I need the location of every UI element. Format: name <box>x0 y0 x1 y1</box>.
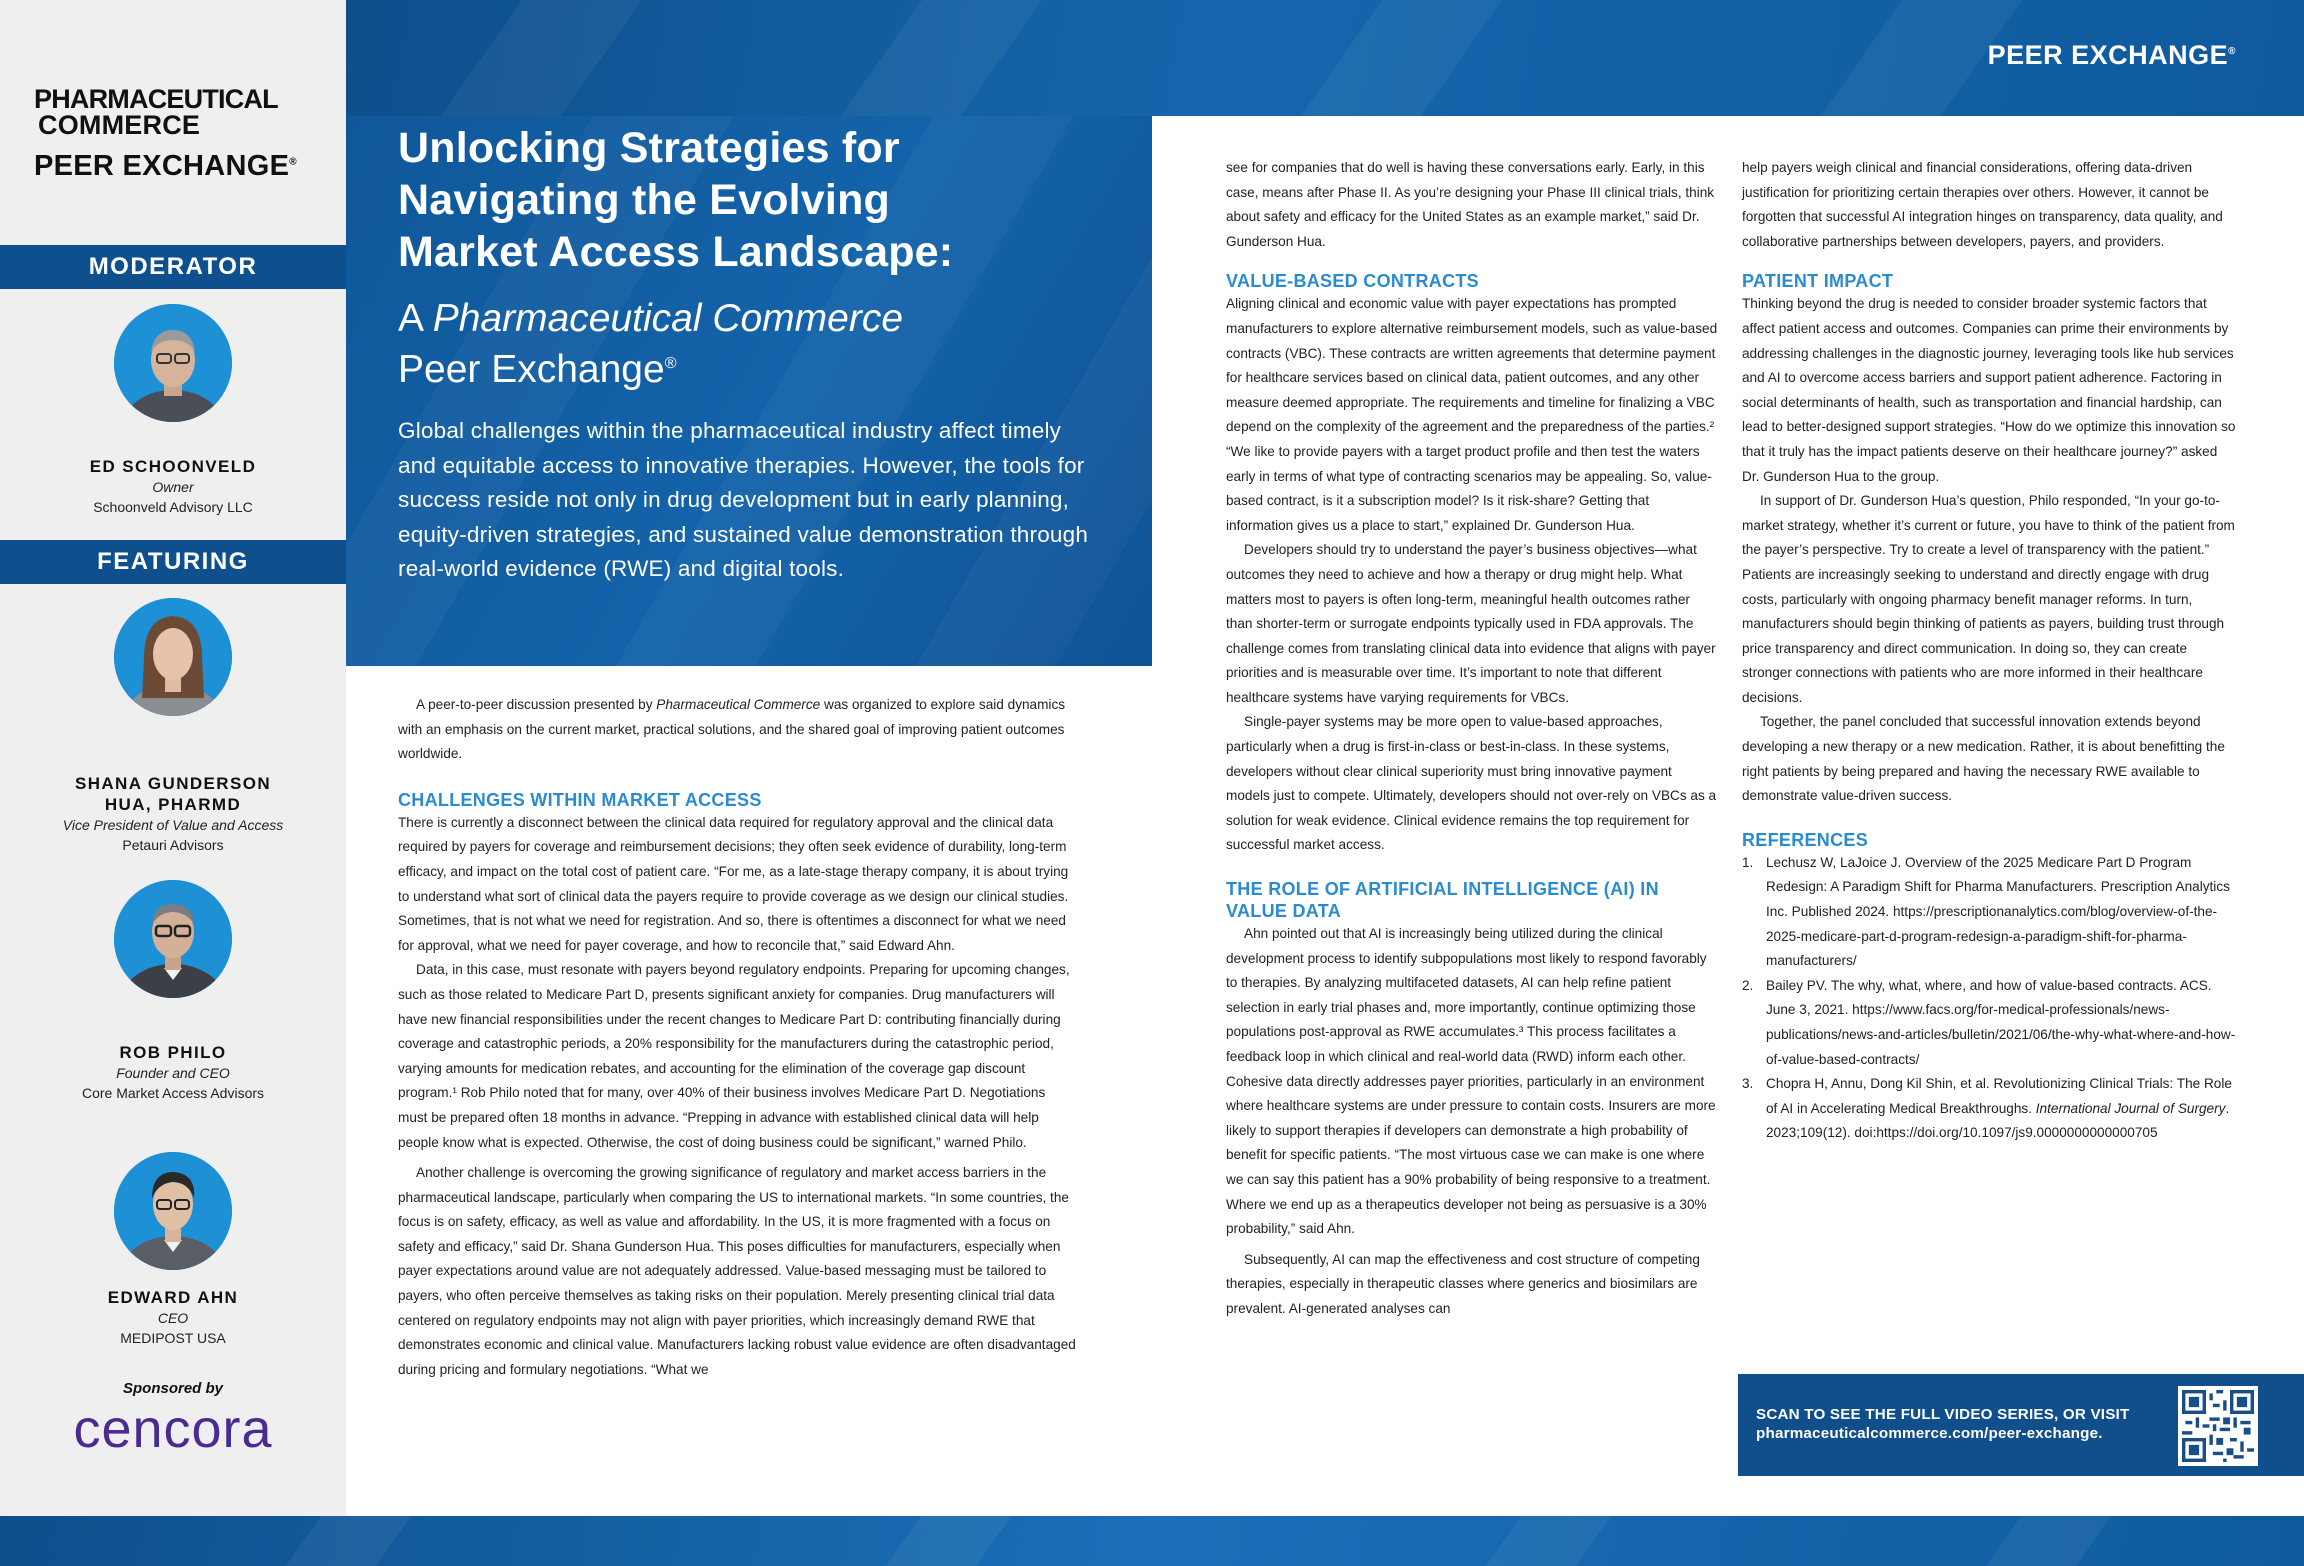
video-series-cta[interactable] <box>1738 1374 2304 1476</box>
section-heading: THE ROLE OF ARTIFICIAL INTELLIGENCE (AI) IN VALUE DATA <box>1226 879 1659 922</box>
sponsored-by-label: Sponsored by <box>122 1380 223 1397</box>
section-heading: CHALLENGES WITHIN MARKET ACCESS <box>398 789 762 810</box>
body-paragraph: Ahn pointed out that AI is increasingly being utilized during the clinical development process to identify subpopulations most likely to respond favorably to therapies. By analyzing multifaceted datasets, AI can help refine patient selection in early trial phases and, more importantly, continue optimizing those populations post-approval as RWE accumulates.³ This process facilitates a feedback loop in which clinical and real-world data (RWD) inform each other. Cohesive data directly addresses payer priorities, particularly in an environment where healthcare systems are under pressure to contain costs. Insurers are more likely to support therapies if developers can demonstrate a high probability of benefit for specific patients. “The most virtuous case we can make is one where we can say this patient has a 90% probability of being responsive to a treatment. Where we end up as a therapeutics developer not being as persuasive is a 30% probability,” said Ahn. <box>1226 926 1716 1237</box>
references-heading: REFERENCES <box>1742 829 1869 850</box>
footer-band <box>0 1516 2304 1566</box>
body-paragraph: Together, the panel concluded that successful innovation extends beyond developing a new therapy or a new medication. Rather, it is about benefitting the right patients by being prepared and having the necessary RWE available to demonstrate value-driven success. <box>1742 714 2225 804</box>
body-paragraph: see for companies that do well is having these conversations early. Early, in this case, means after Phase II. As you’re designing your Phase III clinical trials, think about safety and efficacy for the United States as an example market,” said Dr. Gunderson Hua. <box>1226 160 1715 249</box>
reference-item: 1. Lechusz W, LaJoice J. Overview of the 2025 Medicare Part D Program Redesign: A Paradigm Shift for Pharma Manufacturers. Prescription Analytics Inc. Published 2024. https://prescriptionanalytics.com/blog/overview-of-the-2025-medicare-part-d-program-redesign-a-paradigm-shift-for-pharma-manufacturers/ <box>1742 854 2230 969</box>
section-heading: VALUE-BASED CONTRACTS <box>1226 271 1479 292</box>
panelist-card <box>0 1287 346 1348</box>
reference-item: 3. Chopra H, Annu, Dong Kil Shin, et al. Revolutionizing Clinical Trials: The Role of AI in Accelerating Medical Breakthroughs. International Journal of Surgery. 2023;109(12). doi:https://doi.org/10.1097/js9.0000000000000705 <box>1742 1076 2232 1141</box>
body-paragraph: help payers weigh clinical and financial considerations, offering data-driven justification for prioritizing certain therapies over others. However, it cannot be forgotten that successful AI integration hinges on transparency, data quality, and collaborative partnerships between developers, payers, and providers. <box>1742 160 2223 249</box>
panelist-title: Vice President of Value and Access <box>62 817 284 833</box>
panelist-card <box>0 773 346 855</box>
panelist-title: Founder and CEO <box>116 1065 230 1081</box>
cta-text: SCAN TO SEE THE FULL VIDEO SERIES, OR VISIT pharmaceuticalcommerce.com/peer-exchange. <box>1756 1406 2130 1442</box>
body-paragraph: Data, in this case, must resonate with payers beyond regulatory endpoints. Preparing for upcoming changes, such as those related to Medicare Part D, presents significant anxiety for companies. Drug manufacturers will have new financial responsibilities under the recent changes to Medicare Part D: contributing financially during coverage and catastrophic periods, a 20% responsibility for the manufacturers during the catastrophic period, varying amounts for medication rebates, and accounting for the elimination of the coverage gap discount program.¹ Rob Philo noted that for many, over 40% of their business involves Medicare Part D. Negotiations must be prepared often 18 months in advance. “Prepping in advance with established clinical data will help people know what is expected. Otherwise, the cost of doing business could be significant,” warned Philo. <box>398 962 1070 1150</box>
panelist-avatar <box>114 880 232 998</box>
intro-paragraph: Global challenges within the pharmaceutical industry affect timely and equitable access to innovative therapies. However, the tools for success reside not only in drug development but in early planning, equity-driven strategies, and sustained value demonstration through real-world evidence (RWE) and digital tools. <box>398 418 1089 581</box>
panelist-org: MEDIPOST USA <box>120 1330 226 1346</box>
panelist-avatar <box>114 598 232 716</box>
moderator-name: ED SCHOONVELD <box>89 457 257 476</box>
title-block <box>346 116 1152 666</box>
opening-paragraph: A peer-to-peer discussion presented by Pharmaceutical Commerce was organized to explore said dynamics with an emphasis on the current market, practical solutions, and the shared goal of improving patient outcomes worldwide. <box>398 697 1066 762</box>
panelist-name: ROB PHILO <box>119 1043 227 1062</box>
page-title: Unlocking Strategies for Navigating the Evolving Market Access Landscape: <box>398 124 954 276</box>
moderator-org: Schoonveld Advisory LLC <box>93 499 253 515</box>
reference-item: 2. Bailey PV. The why, what, where, and how of value-based contracts. ACS. June 3, 2021. https://www.facs.org/for-medical-professionals/news-publications/news-and-articles/bulletin/2021/06/the-why-what-where-and-how-of-value-based-contracts/ <box>1742 977 2236 1067</box>
article-column-1 <box>398 693 1078 1382</box>
sponsor-logo: cencora <box>73 1399 273 1459</box>
sidebar <box>0 0 346 1516</box>
panelist-org: Petauri Advisors <box>122 837 224 853</box>
header-brand: PEER EXCHANGE® <box>1987 40 2236 70</box>
featuring-label: FEATURING <box>0 540 346 584</box>
moderator-card <box>0 456 346 517</box>
body-paragraph: Single-payer systems may be more open to value-based approaches, particularly when a drug is first-in-class or best-in-class. In these systems, developers without clear clinical superiority must bring innovative payment models just to compete. Ultimately, developers should not over-rely on VBCs as a solution for weak evidence. Clinical evidence remains the top requirement for successful market access. <box>1226 714 1717 853</box>
body-paragraph: Another challenge is overcoming the growing significance of regulatory and market access barriers in the pharmaceutical landscape, particularly when comparing the US to international markets. “In some countries, the focus is on safety, efficacy, as well as value and affordability. In the US, it is more fragmented with a focus on safety and efficacy,” said Dr. Shana Gunderson Hua. This poses difficulties for manufacturers, especially when payer expectations around value are not adequately addressed. Value-based messaging must be tailored to payers, who often perceive themselves as taking risks on their population. Merely presenting clinical trial data centered on regulatory endpoints may not align with payer priorities, which increasingly demand RWE that demonstrates economic and clinical value. Manufacturers lacking robust value evidence are often disadvantaged during pricing and formulary negotiations. “What we <box>398 1165 1076 1377</box>
body-paragraph: There is currently a disconnect between the clinical data required for regulatory approval and the clinical data required by payers for coverage and reimbursement decisions; they often seek evidence of durability, long-term efficacy, and impact on the total cost of patient care. “For me, as a late-stage therapy company, it is about trying to understand what sort of clinical data the payers require to provide coverage as we design our clinical studies. Sometimes, that is not what we need for registration. And so, there is oftentimes a disconnect for what we need for approval, what we need for payer coverage, and how to reconcile that,” said Edward Ahn. <box>398 814 1069 953</box>
body-paragraph: Subsequently, AI can map the effectiveness and cost structure of competing therapies, especially in therapeutic classes where generics and biosimilars are prevalent. AI-generated analyses can <box>1226 1251 1700 1316</box>
article-column-2 <box>1226 156 1718 1322</box>
article-column-3 <box>1742 156 2238 1146</box>
moderator-title: Owner <box>152 479 194 495</box>
body-paragraph: Thinking beyond the drug is needed to consider broader systemic factors that affect patient access and outcomes. Companies can prime their environments by addressing challenges in the diagnostic journey, leveraging tools like hub services and AI to overcome access barriers and support patient adherence. Factoring in social determinants of health, such as transportation and financial hardship, can lead to better-designed support strategies. “How do we optimize this innovation so that it truly has the impact patients deserve on their healthcare journey?” asked Dr. Gunderson Hua to the group. <box>1742 296 2236 484</box>
panelist-name-line2: HUA, PHARMD <box>104 795 242 814</box>
body-paragraph: In support of Dr. Gunderson Hua’s question, Philo responded, “In your go-to-market strategy, whether it’s current or future, you have to think of the patient from the payer’s perspective. Try to create a level of transparency with the patient.” Patients are increasingly seeking to understand and directly engage with drug costs, particularly with ongoing pharmacy benefit manager reforms. In turn, manufacturers should begin thinking of patients as payers, building trust through price transparency and direct communication. In doing so, they can create stronger connections with patients who are more informed in their healthcare decisions. <box>1742 493 2235 705</box>
page-subtitle: A Pharmaceutical Commerce Peer Exchange® <box>398 297 904 391</box>
body-paragraph: Aligning clinical and economic value with payer expectations has prompted manufacturers to explore alternative reimbursement models, such as value-based contracts (VBC). These contracts are written agreements that determine payment for healthcare services based on clinical data, patient outcomes, and any other measure deemed appropriate. The requirements and timeline for finalizing a VBC depend on the complexity of the agreement and the preparedness of the parties.² “We like to provide payers with a target product profile and then test the waters early in terms of what type of contracting scenarios may be appealing. So, value-based contract, is it a subscription model? Is it risk-share? Getting that information gives us a place to start,” explained Dr. Gunderson Hua. <box>1226 296 1718 533</box>
moderator-avatar <box>114 304 232 422</box>
qr-code-icon[interactable] <box>2178 1386 2258 1466</box>
moderator-label: MODERATOR <box>0 245 346 289</box>
panelist-card <box>0 1042 346 1103</box>
panelist-name: EDWARD AHN <box>107 1288 239 1307</box>
body-paragraph: Developers should try to understand the payer’s business objectives—what outcomes they need to achieve and how a therapy or drug might help. What matters most to payers is often long-term, meaningful health outcomes rather than shorter-term or surrogate endpoints typically used in FDA approvals. The challenge comes from translating clinical data into evidence that aligns with payer priorities and is measurable over time. It’s important to note that different healthcare systems have varying requirements for VBCs. <box>1226 542 1716 705</box>
peer-exchange-logo: PEER EXCHANGE® <box>34 150 297 182</box>
panelist-title: CEO <box>157 1310 189 1326</box>
panelist-name: SHANA GUNDERSON <box>74 774 272 793</box>
section-heading: PATIENT IMPACT <box>1742 271 1894 292</box>
panelist-org: Core Market Access Advisors <box>81 1085 265 1101</box>
pharmaceutical-commerce-logo: PHARMACEUTICAL COMMERCE <box>34 84 278 140</box>
panelist-avatar <box>114 1152 232 1270</box>
